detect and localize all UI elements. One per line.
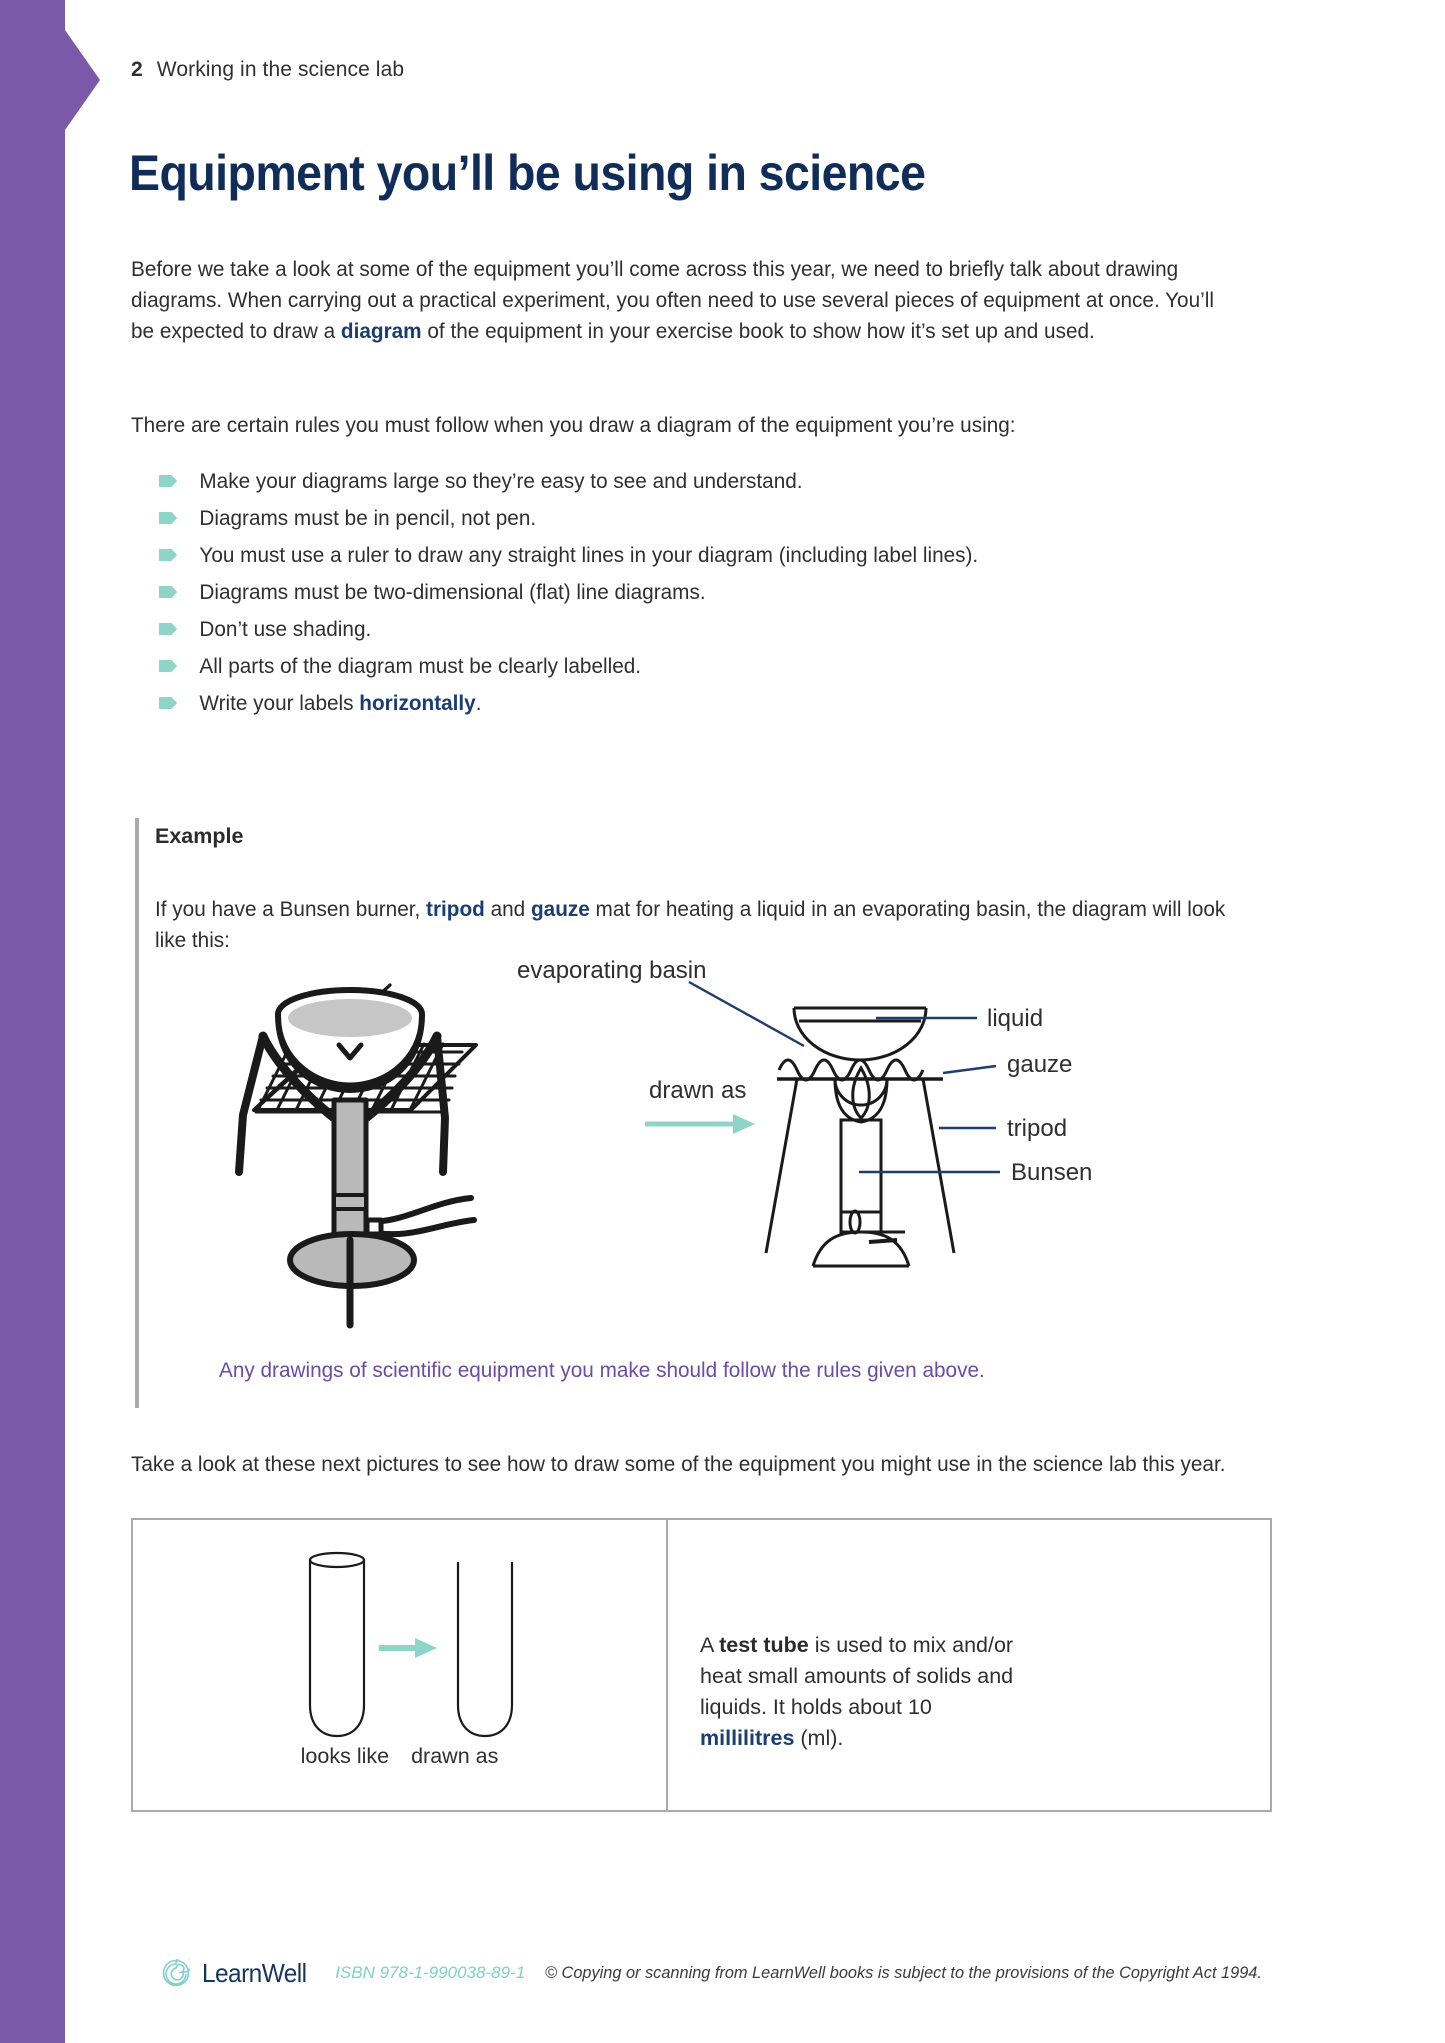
page-content	[131, 0, 1291, 2043]
schematic-bunsen-barrel	[841, 1120, 881, 1232]
example-text-part1: If you have a Bunsen burner,	[155, 896, 427, 921]
intro-text-part2: of the equipment in your exercise book to show how it’s set up and used.	[421, 318, 1095, 343]
schematic-flame-inner	[853, 1068, 870, 1118]
schematic-base-detail	[869, 1240, 897, 1242]
list-item	[155, 540, 1255, 577]
leader-evaporating-basin	[689, 982, 804, 1046]
bunsen-barrel	[334, 1100, 366, 1250]
tag-bullet-icon	[159, 697, 177, 709]
test-tube-rim	[310, 1553, 364, 1567]
keyword-millilitres: millilitres	[700, 1725, 795, 1750]
desc-part1: A	[700, 1632, 720, 1657]
example-text-part2: and	[484, 896, 531, 921]
chapter-number: 2	[131, 58, 143, 81]
list-item-label: Diagrams must be two-dimensional (flat) line diagrams.	[199, 580, 706, 604]
drawn-as-label: drawn as	[649, 1077, 747, 1104]
caption-looks-like: looks like	[300, 1744, 390, 1768]
caption-drawn-as: drawn as	[411, 1744, 499, 1768]
isbn-text: ISBN 978-1-990038-89-1	[335, 1963, 526, 1982]
list-item-label: Diagrams must be in pencil, not pen.	[199, 506, 537, 530]
gas-hose-upper	[369, 1198, 471, 1222]
keyword-gauze: gauze	[530, 896, 590, 921]
looks-like-arrow-icon	[379, 1638, 437, 1658]
list-item-label: Write your labels	[199, 691, 360, 715]
drawn-as-arrow-icon	[645, 1114, 755, 1134]
rules-list	[155, 466, 1295, 725]
label-liquid: liquid	[987, 1005, 1044, 1032]
tag-bullet-icon	[159, 512, 177, 524]
chapter-title: Working in the science lab	[156, 58, 405, 81]
intro-text-part1: Before we take a look at some of the equipment you’ll come across this year, we need to briefly talk about drawing diagrams. When carrying out a practical experiment, you often need to use several pieces of equipment at once. You’ll be expected to draw a	[131, 256, 1214, 343]
label-tripod: tripod	[1007, 1115, 1068, 1142]
purple-edge-bar	[0, 0, 100, 2043]
term-test-tube: test tube	[719, 1632, 809, 1657]
intro-paragraph	[131, 254, 1236, 347]
label-evaporating-basin: evaporating basin	[517, 957, 707, 984]
tag-bullet-icon	[159, 475, 177, 487]
test-tube-table	[131, 1518, 1272, 1812]
list-item-tail: .	[475, 691, 482, 715]
brand-name: LearnWell	[202, 1957, 307, 1988]
leader-gauze	[943, 1066, 996, 1073]
schematic-tripod-leg-right	[923, 1079, 954, 1253]
example-note: Any drawings of scientific equipment you make should follow the rules given above.	[219, 1357, 985, 1382]
test-tube-body	[310, 1560, 364, 1736]
keyword-tripod: tripod	[426, 896, 485, 921]
test-tube-schematic	[458, 1562, 512, 1736]
page-title: Equipment you’ll be using in science	[129, 145, 926, 201]
schematic-flame-outer-bottom	[835, 1079, 887, 1122]
gas-inlet	[367, 1220, 381, 1234]
running-head	[131, 58, 404, 82]
test-tube-schematic-body	[458, 1562, 512, 1736]
list-item-label: Don’t use shading.	[199, 617, 372, 641]
equipment-diagram-figure	[221, 940, 1281, 1340]
bunsen-collar	[334, 1195, 366, 1209]
tag-bullet-icon	[159, 623, 177, 635]
schematic-flame-outer	[835, 1079, 887, 1105]
schematic-gauze-wave	[779, 1060, 923, 1080]
learnwell-spiral-logo-icon	[162, 1959, 190, 1987]
copyright-text: © Copying or scanning from LearnWell books is subject to the provisions of the Copyright Act 1994.	[545, 1963, 1263, 1982]
realistic-bunsen-tripod-drawing	[239, 985, 476, 1325]
test-tube-captions	[133, 1744, 666, 1769]
schematic-bunsen-drawing	[766, 1008, 954, 1266]
rules-lead-paragraph: There are certain rules you must follow when you draw a diagram of the equipment you’re using:	[131, 412, 1016, 437]
desc-part2: is used to mix and/or heat small amounts of solids and liquids. It holds about 10	[700, 1632, 1014, 1719]
desc-part3: (ml).	[794, 1725, 844, 1750]
list-item	[155, 503, 1255, 540]
take-a-look-paragraph: Take a look at these next pictures to see how to draw some of the equipment you might use in the science lab this year.	[131, 1451, 1226, 1476]
example-left-rule	[135, 818, 139, 1408]
list-item-label: Make your diagrams large so they’re easy to see and understand.	[199, 469, 803, 493]
test-tube-description	[700, 1630, 1030, 1754]
schematic-basin	[794, 1008, 926, 1060]
tag-bullet-icon	[159, 586, 177, 598]
list-item-label: All parts of the diagram must be clearly labelled.	[199, 654, 642, 678]
table-column-divider	[666, 1520, 668, 1810]
tag-bullet-icon	[159, 549, 177, 561]
tag-bullet-icon	[159, 660, 177, 672]
label-bunsen: Bunsen	[1011, 1159, 1093, 1186]
list-item	[155, 466, 1255, 503]
label-gauze: gauze	[1007, 1051, 1073, 1078]
list-item-label: You must use a ruler to draw any straight lines in your diagram (including label lines).	[199, 543, 979, 567]
keyword-diagram: diagram	[340, 318, 422, 343]
schematic-tripod-leg-left	[766, 1079, 797, 1253]
basin-liquid-fill	[288, 999, 412, 1037]
list-item-keyword: horizontally	[359, 691, 476, 715]
list-item	[155, 688, 1255, 725]
example-heading: Example	[155, 824, 244, 848]
example-text-part3: mat for heating a liquid in an evaporating basin, the diagram will look like this:	[155, 896, 1226, 952]
test-tube-realistic	[310, 1553, 364, 1736]
schematic-bunsen-base	[813, 1232, 909, 1266]
list-item	[155, 577, 1255, 614]
page-footer	[162, 1958, 1292, 1988]
list-item	[155, 614, 1255, 651]
schematic-air-hole	[850, 1211, 860, 1233]
list-item	[155, 651, 1255, 688]
